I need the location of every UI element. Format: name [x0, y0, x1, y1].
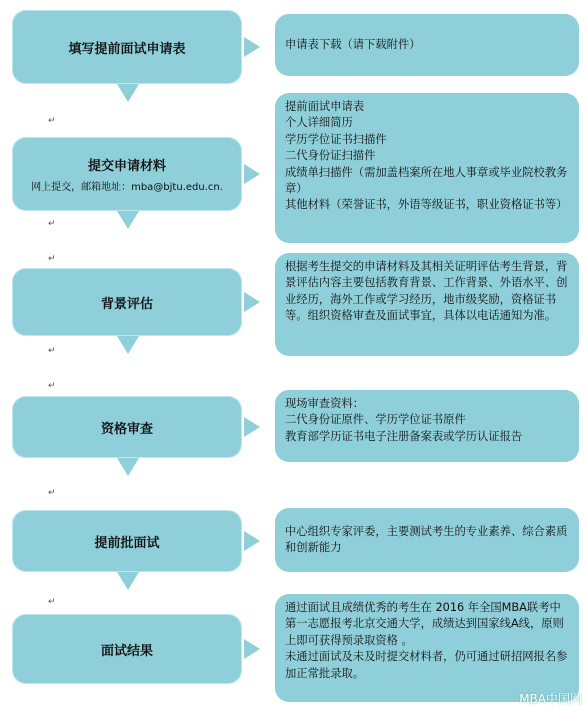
desc-4-line-3: 教育部学历证书电子注册备案表或学历认证报告 [285, 429, 523, 443]
step-title-4: 资格审查 [100, 421, 153, 437]
down-arrow-2 [117, 211, 139, 229]
desc-4-line-2: 二代身份证原件、学历学位证书原件 [285, 413, 466, 427]
right-arrow-1 [244, 37, 260, 57]
desc-4-line-1: 现场审查资料： [285, 397, 365, 410]
step-box-4 [12, 396, 242, 458]
down-arrow-1 [117, 84, 139, 102]
desc-box-2 [275, 93, 579, 243]
right-arrow-2 [244, 164, 260, 184]
right-arrow-3 [244, 292, 260, 312]
desc-2-line-3: 学历学位证书扫描件 [285, 132, 387, 146]
step-title-3: 背景评估 [100, 296, 153, 312]
desc-2-line-2: 个人详细简历 [285, 116, 353, 130]
step-box-6 [12, 614, 242, 684]
step-title-6: 面试结果 [100, 643, 153, 659]
watermark-logo: MBA中国网 [519, 692, 582, 706]
desc-box-1 [275, 14, 579, 76]
desc-6-line-1: 通过面试且成绩优秀的考生在 2016 年全国MBA联考中第一志愿报考北京交通大学，成绩达到国家线A线，原则上即可获得预录取资格 。 [285, 601, 564, 647]
step-box-1 [12, 10, 242, 84]
desc-2-line-4: 二代身份证扫描件 [285, 149, 376, 163]
return-mark-6: ↵ [48, 488, 56, 498]
step-title-5: 提前批面试 [94, 535, 160, 551]
desc-3-line-1: 根据考生提交的申请材料及其相关证明评估考生背景，背景评估内容主要包括教育背景、工作背景、外语水平、创业经历，海外工作或学习经历，地市级奖励，资格证书等。组织资格审查及面试事宜，具体以电话通知为准。 [285, 260, 568, 323]
step-box-5 [12, 510, 242, 572]
step-box-2 [12, 137, 242, 211]
desc-1-line-1: 申请表下载（请下载附件） [285, 37, 421, 51]
down-arrow-3 [117, 336, 139, 354]
step-title-1: 填写提前面试申请表 [68, 41, 186, 57]
desc-box-6 [275, 594, 579, 702]
return-mark-4: ↵ [48, 346, 56, 356]
down-arrow-5 [117, 572, 139, 590]
down-arrow-4 [117, 458, 139, 476]
desc-2-line-6: 其他材料（荣誉证书，外语等级证书，职业资格证书等） [285, 198, 568, 212]
return-mark-3: ↵ [48, 254, 56, 264]
step-title-2: 提交申请材料 [87, 159, 166, 174]
return-mark-1: ↵ [48, 116, 56, 126]
desc-2-line-5: 成绩单扫描件（需加盖档案所在地人事章或毕业院校教务章） [285, 165, 568, 195]
desc-5-line-1: 中心组织专家评委，主要测试考生的专业素养、综合素质和创新能力 [285, 524, 568, 554]
desc-6-line-2: 未通过面试及未及时提交材料者，仍可通过研招网报名参加正常批录取。 [285, 650, 568, 680]
desc-box-3 [275, 253, 579, 356]
right-arrow-5 [244, 531, 260, 551]
step-box-3 [12, 268, 242, 336]
return-mark-2: ↵ [48, 219, 56, 229]
desc-box-4 [275, 390, 579, 462]
desc-box-5 [275, 508, 579, 572]
desc-2-line-1: 提前面试申请表 [285, 100, 365, 113]
right-arrow-4 [244, 417, 260, 437]
return-mark-7: ↵ [48, 597, 56, 607]
return-mark-5: ↵ [48, 381, 56, 391]
right-arrow-6 [244, 639, 260, 659]
step-subtitle-2: 网上提交，邮箱地址：mba@bjtu.edu.cn. [31, 182, 223, 193]
